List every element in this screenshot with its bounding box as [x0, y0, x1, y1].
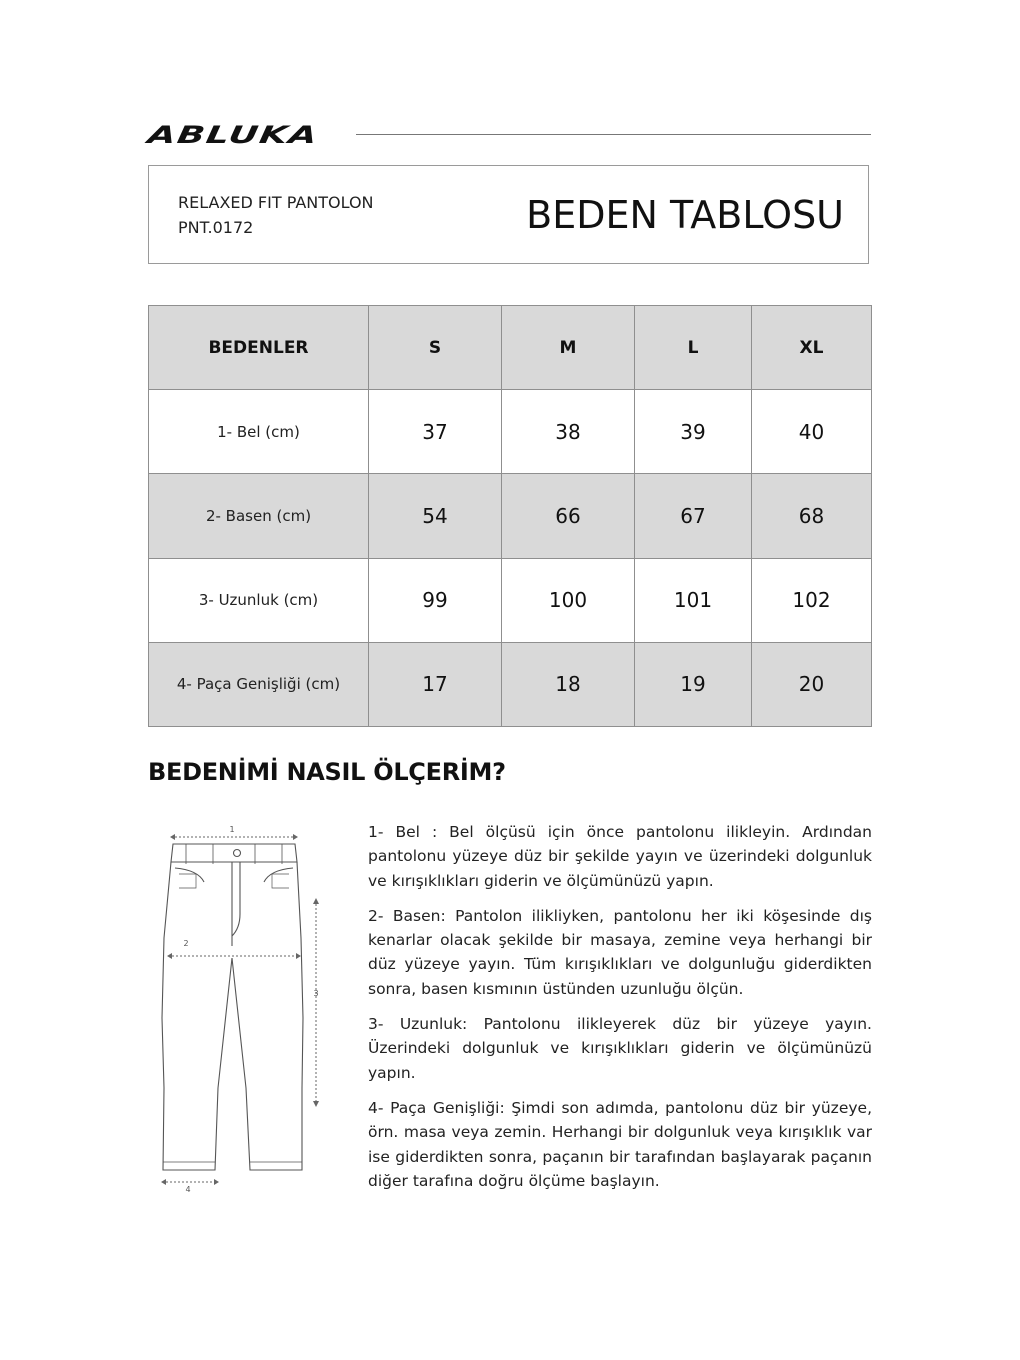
table-cell: 100 — [502, 558, 635, 642]
measure-guide-title: BEDENİMİ NASIL ÖLÇERİM? — [148, 758, 506, 786]
pants-measurement-diagram — [100, 818, 332, 1196]
table-cell: 17 — [369, 642, 502, 726]
table-row — [149, 474, 872, 558]
brand-divider — [356, 134, 871, 135]
table-row — [149, 390, 872, 474]
table-row — [149, 642, 872, 726]
table-cell: 20 — [752, 642, 872, 726]
instruction-hip: 2- Basen: Pantolon ilikliyken, pantolonu her iki köşesinde dış kenarlar olacak şekilde bir masaya, zemine veya herhangi bir düz yüzeye yayın. Tüm kırışıklıkları ve dolgunluğu giderdikten sonra, basen kısmının üstünden uzunluğu ölçün. — [368, 906, 872, 998]
table-cell: 68 — [752, 474, 872, 558]
row-label: 3- Uzunluk (cm) — [149, 558, 369, 642]
diagram-label-waist: 1 — [229, 825, 235, 834]
instruction-length: 3- Uzunluk: Pantolonu ilikleyerek düz bir yüzeye yayın. Üzerindeki dolgunluk ve kırışıklıkları giderin ve ölçümünüzü yapın. — [368, 1015, 872, 1082]
table-cell: 99 — [369, 558, 502, 642]
table-cell: 67 — [635, 474, 752, 558]
diagram-label-hip: 2 — [183, 939, 189, 948]
header-sizes: BEDENLER — [149, 306, 369, 390]
measure-instructions — [368, 820, 872, 1204]
product-info-box — [148, 165, 869, 264]
product-name: RELAXED FIT PANTOLON — [178, 193, 374, 212]
header-size-s: S — [369, 306, 502, 390]
row-label: 4- Paça Genişliği (cm) — [149, 642, 369, 726]
header-size-l: L — [635, 306, 752, 390]
table-cell: 39 — [635, 390, 752, 474]
table-cell: 101 — [635, 558, 752, 642]
header-size-xl: XL — [752, 306, 872, 390]
table-row — [149, 558, 872, 642]
brand-logo: ABLUKA — [145, 121, 321, 149]
size-table — [148, 305, 872, 727]
table-cell: 40 — [752, 390, 872, 474]
table-cell: 38 — [502, 390, 635, 474]
instruction-waist: 1- Bel : Bel ölçüsü için önce pantolonu ilikleyin. Ardından pantolonu yüzeye düz bir şekilde yayın ve üzerindeki dolgunluk ve kırışıklıkları giderin ve ölçümünüzü yapın. — [368, 823, 872, 890]
diagram-label-length: 3 — [313, 989, 319, 998]
table-header-row — [149, 306, 872, 390]
table-cell: 54 — [369, 474, 502, 558]
brand-header — [145, 121, 871, 152]
row-label: 1- Bel (cm) — [149, 390, 369, 474]
product-code: PNT.0172 — [178, 218, 254, 237]
table-cell: 19 — [635, 642, 752, 726]
instruction-leg-opening: 4- Paça Genişliği: Şimdi son adımda, pantolonu düz bir yüzeye, örn. masa veya zemin. Herhangi bir dolgunluk veya kırışıklık var ise giderdikten sonra, paçanın bir tarafından başlayarak paçanın diğer tarafına doğru ölçüme başlayın. — [368, 1098, 872, 1190]
header-size-m: M — [502, 306, 635, 390]
table-cell: 66 — [502, 474, 635, 558]
table-cell: 102 — [752, 558, 872, 642]
table-cell: 37 — [369, 390, 502, 474]
table-cell: 18 — [502, 642, 635, 726]
row-label: 2- Basen (cm) — [149, 474, 369, 558]
page-title: BEDEN TABLOSU — [526, 193, 844, 237]
diagram-label-leg-opening: 4 — [185, 1185, 191, 1194]
